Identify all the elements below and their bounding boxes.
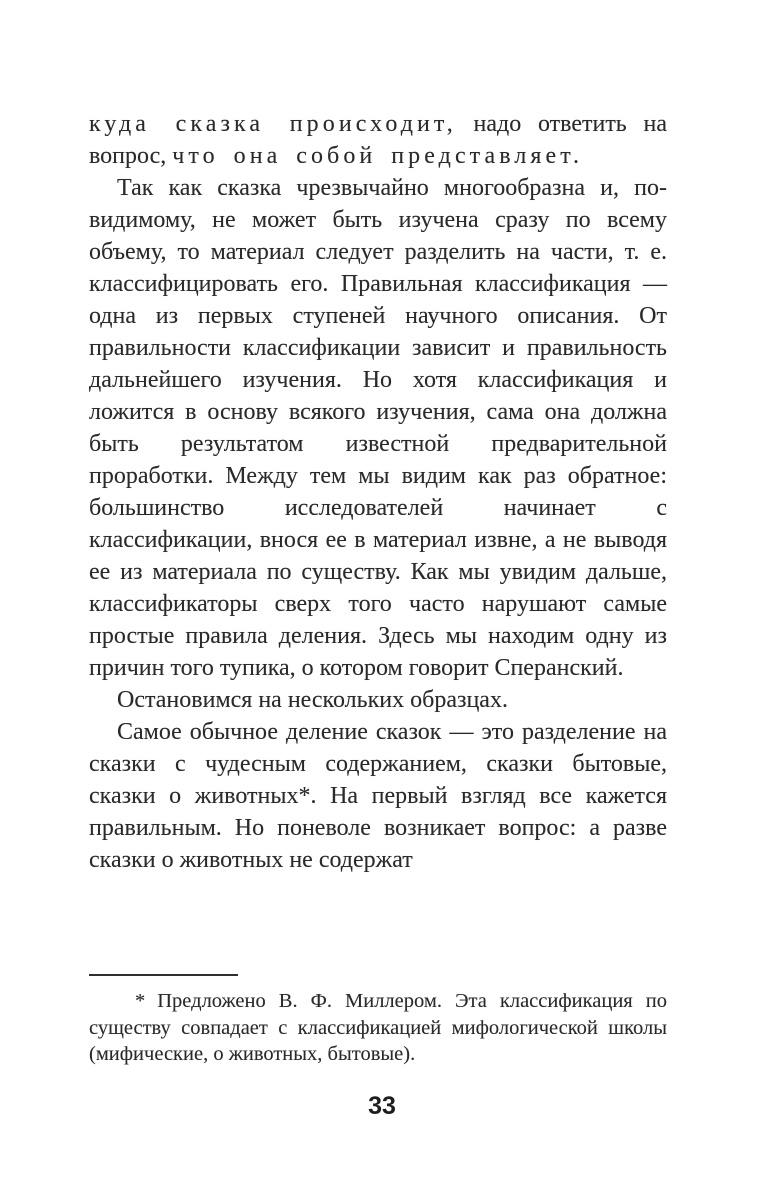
plain-text: надо ответить на вопрос, xyxy=(89,111,667,169)
footnote-text: Предложено В. Ф. Миллером. Эта классификация по существу совпадает с классификацией мифологической школы (мифические, о животных, бытовые). xyxy=(89,990,667,1065)
paragraph-examples: Остановимся на нескольких образцах. xyxy=(117,687,508,713)
emphasized-spaced-text: куда сказка происходит, xyxy=(89,111,457,137)
paragraph-classification: Так как сказка чрезвычайно многообразна и, по-видимому, не может быть изучена сразу по всему объему, то материал следует разделить на части, т. е. классифицировать его. Правильная классификация — одна из первых ступеней научного описания. От правильности классификации зависит и правильность дальнейшего изучения. Но хотя классификация и ложится в основу всякого изучения, сама она должна быть результатом известной предварительной проработки. Между тем мы видим как раз обратное: большинство исследователей начинает с классификации, внося ее в материал извне, а не выводя ее из материала по существу. Как мы увидим дальше, классификаторы сверх того часто нарушают самые простые правила деления. Здесь мы находим одну из причин того тупика, о котором говорит Сперанский. xyxy=(89,175,667,681)
page-number: 33 xyxy=(368,1092,396,1120)
paragraph-continuation xyxy=(89,108,667,172)
footnote xyxy=(89,988,667,1068)
page-body xyxy=(89,108,667,876)
paragraph-division: Самое обычное деление сказок — это разделение на сказки с чудесным содержанием, сказки бытовые, сказки о животных*. На первый взгляд все кажется правильным. Но поневоле возникает вопрос: а разве сказки о животных не содержат xyxy=(89,719,667,873)
footnote-marker: * xyxy=(135,990,146,1012)
emphasized-spaced-text: что она собой представляет. xyxy=(172,143,584,169)
footnote-separator xyxy=(89,974,238,976)
